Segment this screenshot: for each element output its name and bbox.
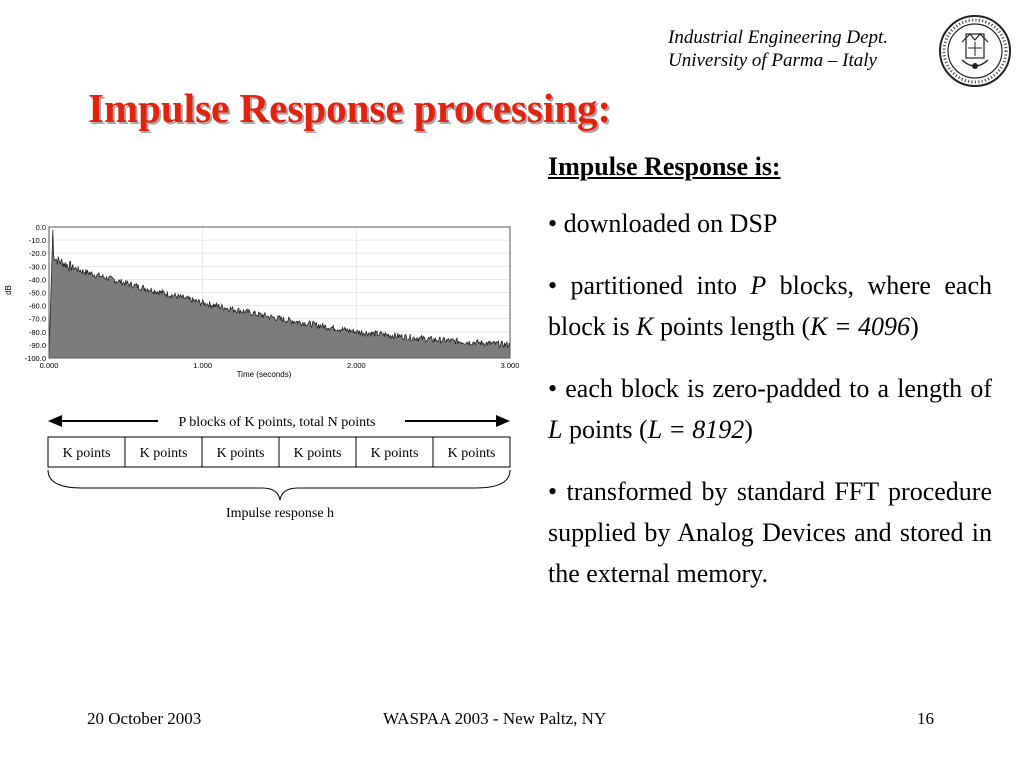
affiliation-dept: Industrial Engineering Dept. [668, 27, 889, 48]
affiliation [668, 26, 888, 72]
impulse-response-label: Impulse response h [225, 506, 335, 521]
footer-event: WASPAA 2003 - New Paltz, NY [383, 709, 607, 728]
text-heading: Impulse Response is: [548, 152, 781, 181]
y-tick-label: -30.0 [28, 262, 46, 272]
y-tick-label: -70.0 [28, 314, 46, 324]
bullet-zero-pad: • each block is zero-padded to a length of L points (L = 8192) [548, 374, 992, 444]
block-label: K points [293, 446, 342, 461]
bullet-partition: • partitioned into P blocks, where each block is K points length (K = 4096) [548, 271, 992, 341]
x-tick-label: 1.000 [193, 361, 213, 370]
y-tick-label: -20.0 [28, 249, 46, 259]
footer-page-number: 16 [917, 709, 934, 728]
y-tick-label: 0.0 [35, 223, 46, 232]
y-tick-label: -60.0 [28, 301, 46, 311]
block-label: K points [62, 446, 111, 461]
block-label: K points [370, 446, 419, 461]
x-tick-label: 0.000 [39, 361, 59, 370]
description-text [548, 146, 992, 615]
x-axis-label: Time (seconds) [236, 370, 292, 379]
brace-icon [48, 470, 510, 500]
partition-label: P blocks of K points, total N points [178, 415, 376, 430]
y-tick-label: -100.0 [24, 354, 46, 363]
left-arrowhead-icon [48, 415, 62, 427]
block-label: K points [139, 446, 188, 461]
footer-date: 20 October 2003 [87, 709, 202, 728]
university-seal-icon [938, 14, 1012, 88]
block-label: K points [216, 446, 265, 461]
y-tick-label: -40.0 [28, 275, 46, 285]
bullet-fft: • transformed by standard FFT procedure supplied by Analog Devices and stored in the external memory. [548, 477, 992, 588]
x-tick-label: 2.000 [346, 361, 366, 370]
x-tick-labels [40, 361, 520, 370]
y-axis-label: dB [4, 285, 13, 295]
y-tick-label: -90.0 [28, 340, 46, 350]
block-partition-diagram [40, 404, 520, 528]
y-tick-label: -50.0 [28, 288, 46, 298]
block-label: K points [447, 446, 496, 461]
right-arrowhead-icon [496, 415, 510, 427]
bullet-download: • downloaded on DSP [548, 209, 778, 238]
block-row [48, 437, 510, 467]
affiliation-university: University of Parma – Italy [668, 50, 877, 71]
y-tick-label: -80.0 [28, 327, 46, 337]
x-tick-label: 3.000 [500, 361, 520, 370]
slide-title: Impulse Response processing: [88, 85, 612, 131]
impulse-response-chart [0, 216, 530, 384]
y-tick-labels [25, 223, 46, 363]
y-tick-label: -10.0 [28, 236, 46, 246]
